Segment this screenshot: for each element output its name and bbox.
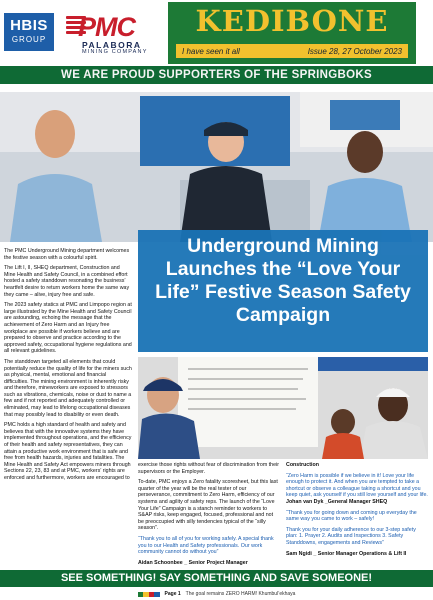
springboks-banner: WE ARE PROUD SUPPORTERS OF THE SPRINGBOKS xyxy=(0,66,433,84)
footer-goal: The goal remains ZERO HARM! Khumbul’ekhaya xyxy=(185,591,296,597)
hbis-group-logo xyxy=(4,13,54,51)
paragraph: To-date, PMC enjoys a Zero fatality scoresheet, but this last quarter of the year will be the real tester of our perseverance, commitment to Zero Harm, efficiency of our systems and agility of safety reps. The launch of the “Love Your Life” Campaign is a stanch reminder to workers to S&AP risks, keep engaged, focused, professional and not be preoccupied with silly tendencies typical of the “silly season”. xyxy=(138,479,278,532)
paragraph: The Lift I, II, SHEQ department, Construction and Mine Health and Safety Council, in a combined effort hosted a safety standdown resonating the business’ heartfelt desire to return workers home the same way they came – alive, injury free and safe. xyxy=(4,265,130,298)
hbis-logo-subtext: GROUP xyxy=(11,35,47,44)
headline: Underground Mining Launches the “Love Your Life” Festive Season Safety Campaign xyxy=(155,235,411,326)
pmc-logo-sub2: MINING COMPANY xyxy=(82,49,148,55)
article-column-3 xyxy=(286,462,428,561)
hero-photo xyxy=(0,92,433,242)
kedibone-title-box xyxy=(168,2,416,64)
quote: Thank you for your daily adherence to our 3-step safety plan: 1. Prayer 2. Audits and Inspections 3. Safety Standdowns, engagements and Reviews” xyxy=(286,526,416,546)
paragraph: PMC holds a high standard of health and safety and believes that with the innovative systems they have implemented throughout operations, and the efficiency of their health and safety representatives, they can attain a productive work environment that is safe and free from health hazards, injuries and fatalities. The Mine Health and Safety Act empowers miners through Sections 22, 23, 83 and at PMC, workers’ rights are enforced and furthermore, workers are encouraged to xyxy=(4,422,132,481)
quote-author: Johan van Dyk _General Manager SHEQ xyxy=(286,498,388,505)
pmc-logo-word: PMC xyxy=(78,12,135,42)
headline-box xyxy=(138,230,428,352)
quote-author: Aidan Schoonbee _ Senior Project Manager xyxy=(138,559,248,566)
quote-author: Sam Ngidi _ Senior Manager Operations & Lift II xyxy=(286,550,407,557)
article-column-2 xyxy=(138,462,280,570)
page-number: Page 1 xyxy=(164,591,181,597)
paragraph: The PMC Underground Mining department welcomes the festive season with a colourful spirit. xyxy=(4,248,130,261)
quote: “Thank you for going down and coming up everyday the same way you came to work – safely! xyxy=(286,509,417,523)
paragraph: The 2023 safety statics at PMC and Limpopo region at large illustrated by the Mine Health and Safety Council are astounding, echoing the message that the achievement of Zero Harm and an Injury free workplace are possible if workers believe and are prepared to observe and practice according to the approved safety, occupational hygiene regulations and all relevant guidelines. xyxy=(4,302,132,355)
paragraph: The standdown targeted all elements that could potentially reduce the quality of life for the miners such as physical, mental, emotional and financial difficulties. The mining environment is inherently risky and therefore, mineworkers are exposed to stressors such as vibrations, chemicals, noise or dust to name a few and if not reported and adequately controlled or eliminated, may lead to lifelong occupational diseases that may possibly lead to disability or even death. xyxy=(4,358,132,418)
standdown-photo-illustration xyxy=(138,357,428,459)
pmc-logo xyxy=(64,10,164,56)
hero-photo-illustration xyxy=(0,92,433,242)
paragraph: exercise those rights without fear of discrimination from their supervisors or the Employer. xyxy=(138,462,280,475)
flag-stripes-icon xyxy=(138,592,160,597)
page-footer xyxy=(0,588,433,600)
hbis-logo-text: HBIS xyxy=(10,17,48,34)
tagline: I have seen it all xyxy=(182,46,240,56)
issue-bar xyxy=(176,44,408,58)
issue-info: Issue 28, 27 October 2023 xyxy=(307,46,402,56)
quote-text: “Zero Harm is possible if we believe in it! Love your life enough to protect it. And when you are tempted to take a shortcut or observe a colleague taking a shortcut and you keep quiet, ask yourself if you still love yourself and your life. xyxy=(286,472,428,499)
section-heading: Construction xyxy=(286,462,319,468)
pmc-logo-sub1: PALABORA xyxy=(82,40,142,50)
quote: “Thank you to all of you for working safely. A special thank you to our Health and Safety professionals. Our work community cannot do without you” xyxy=(138,535,274,556)
masthead xyxy=(0,0,433,66)
quote xyxy=(286,473,428,506)
safety-slogan-banner: SEE SOMETHING! SAY SOMETHING AND SAVE SOMEONE! xyxy=(0,570,433,587)
standdown-photo xyxy=(138,357,428,459)
newsletter-title: KEDIBONE xyxy=(195,4,389,38)
article-column-1 xyxy=(4,248,132,486)
